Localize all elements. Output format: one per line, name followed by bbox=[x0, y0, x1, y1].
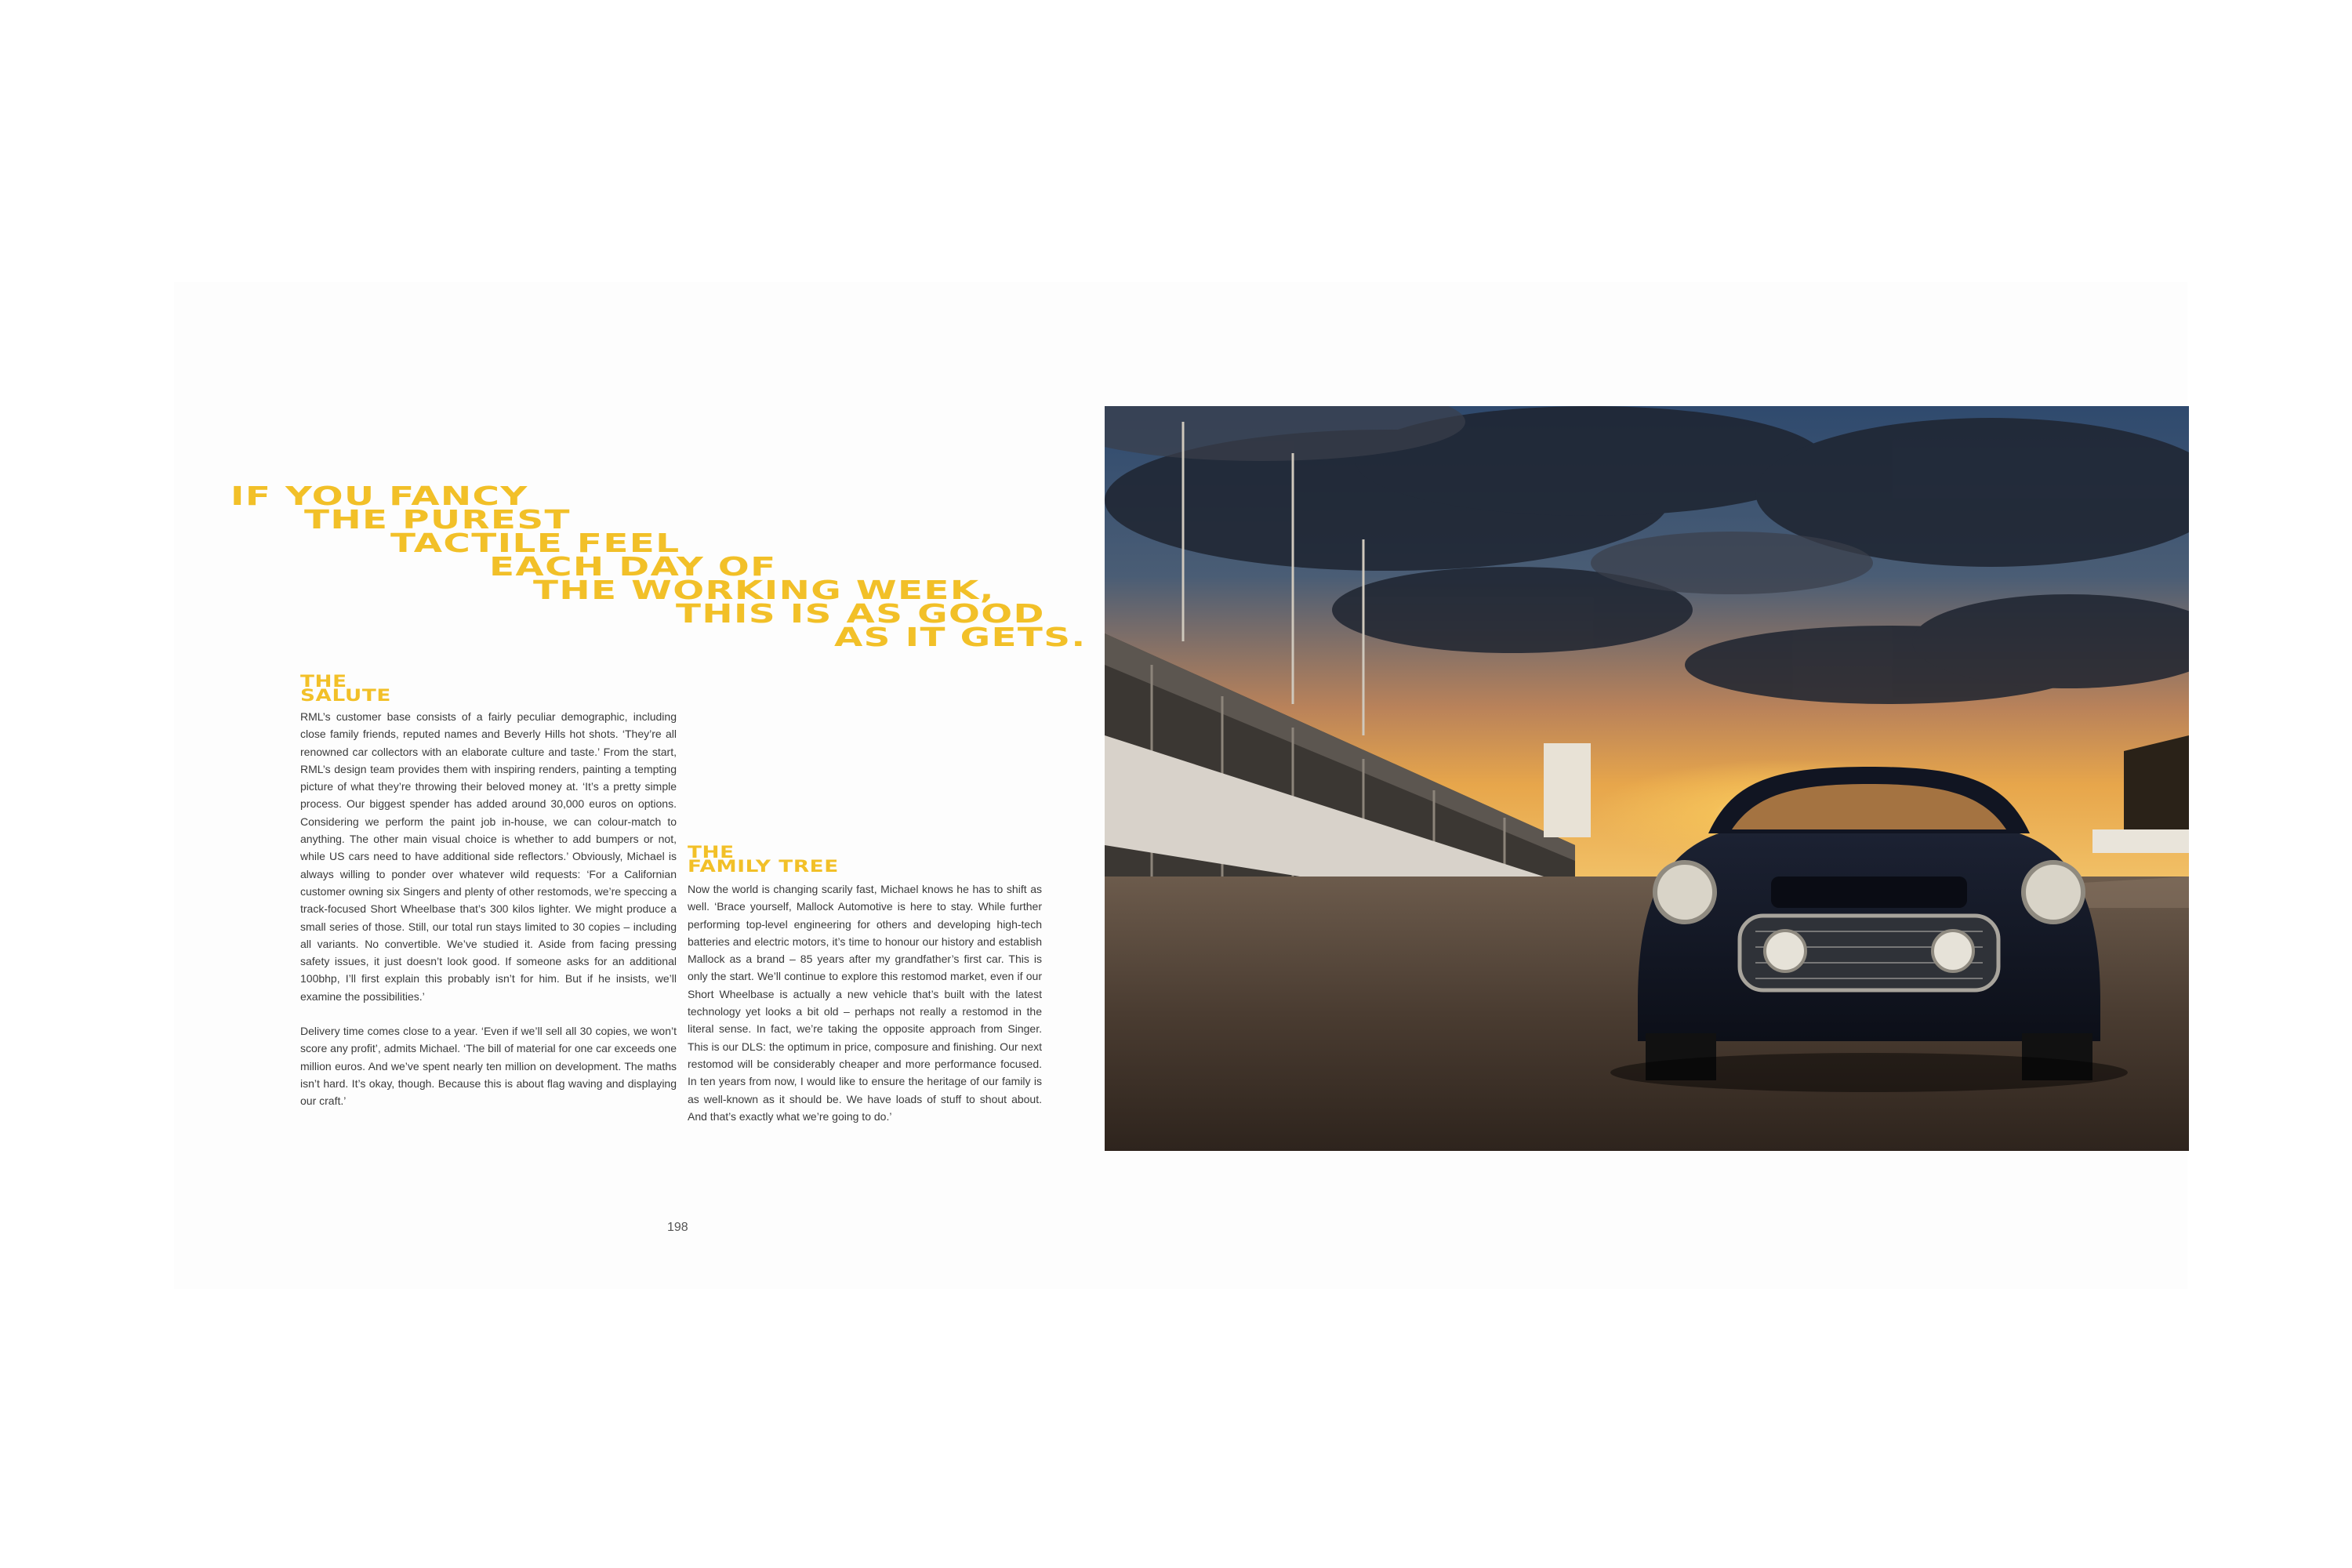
headline-line: THIS IS AS GOOD bbox=[676, 598, 1045, 629]
section-title-line: THE bbox=[688, 843, 735, 862]
body-paragraph: Delivery time comes close to a year. ‘Even if we’ll sell all 30 copies, we won’t score any profit’, admits Michael. ‘The bill of material for one car exceeds one million euros. And we’ve spent nearly ten million on development. The maths isn’t hard. It’s okay, though. Because this is about flag waving and displaying our craft.’ bbox=[300, 1025, 677, 1108]
section-title-salute bbox=[300, 672, 391, 705]
headline-line: TACTILE FEEL bbox=[390, 528, 681, 558]
car-photo bbox=[1105, 406, 2189, 1151]
salute-body bbox=[300, 708, 677, 1110]
section-title-line: THE bbox=[300, 672, 347, 691]
family-tree-body bbox=[688, 880, 1042, 1125]
body-paragraph: Now the world is changing scarily fast, Michael knows he has to shift as well. ‘Brace yourself, Mallock Automotive is here to stay. While further performing top-level engineering for others and developing high-tech batteries and electric motors, it’s time to honour our history and establish Mallock as a brand – 85 years after my grandfather’s first car. This is only the start. We’ll continue to explore this restomod market, even if our Short Wheelbase is actually a new vehicle that’s built with the latest technology yet looks a bit old – perhaps not really a restomod in the literal sense. In fact, we’re taking the opposite approach from Singer. This is our DLS: the optimum in price, composure and finishing. Our next restomod will be considerably cheaper and more performance focused. In ten years from now, I would like to ensure the heritage of our family is as well-known as it should be. We have loads of stuff to shout about. And that’s exactly what we’re going to do.’ bbox=[688, 883, 1042, 1123]
body-paragraph: RML’s customer base consists of a fairly peculiar demographic, including close family friends, reputed names and Beverly Hills hot shots. ‘They’re all renowned car collectors with an elaborate culture and taste.’ From the start, RML’s design team provides them with inspiring renders, painting a tempting picture of what they’re throwing their beloved money at. ‘It’s a pretty simple process. Our biggest spender has added around 30,000 euros on options. Considering we perform the paint job in-house, we can colour-match to anything. The other main visual choice is whether to add bumpers or not, while US cars need to have additional side reflectors.’ Obviously, Michael is always willing to ponder over whatever wild requests: ‘For a Californian customer owning six Singers and plenty of other restomods, we’re speccing a track-focused Short Wheelbase that’s 300 kilos lighter. We might produce a small series of those. Still, our total run stays limited to 30 copies – including all variants. No convertible. We’ve studied it. Aside from facing pressing safety issues, it just doesn’t look good. If someone asks for an additional 100bhp, I’ll first explain this probably isn’t for him. But if he insists, we’ll examine the possibilities.’ bbox=[300, 710, 677, 1003]
headline-line: THE PUREST bbox=[304, 504, 571, 535]
car-photo-illustration bbox=[1105, 406, 2189, 1151]
headline-line: THE WORKING WEEK, bbox=[533, 575, 995, 605]
page-number: 198 bbox=[667, 1221, 688, 1234]
headline-line: EACH DAY OF bbox=[489, 551, 777, 582]
headline-line: IF YOU FANCY bbox=[230, 481, 528, 511]
section-title-line: SALUTE bbox=[300, 686, 391, 705]
headline-line: AS IT GETS. bbox=[834, 622, 1087, 652]
section-title-family-tree bbox=[688, 843, 839, 876]
section-title-line: FAMILY TREE bbox=[688, 857, 839, 876]
